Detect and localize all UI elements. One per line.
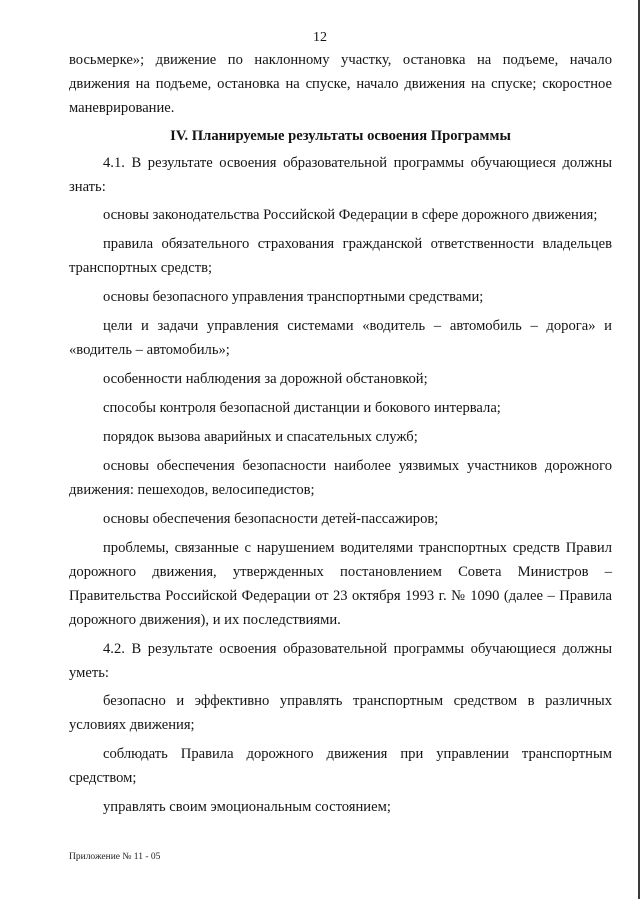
list-item: основы безопасного управления транспортными средствами; [103, 289, 484, 305]
list-item: особенности наблюдения за дорожной обстановкой; [103, 371, 428, 387]
able-list [69, 689, 612, 819]
list-item: цели и задачи управления системами «водитель – автомобиль – дорога» и «водитель – автомобиль»; [69, 318, 612, 358]
list-item: основы обеспечения безопасности детей-пассажиров; [103, 511, 439, 527]
know-intro-paragraph: 4.1. В результате освоения образовательной программы обучающиеся должны знать: [69, 155, 612, 195]
able-intro-paragraph: 4.2. В результате освоения образовательной программы обучающиеся должны уметь: [69, 641, 612, 681]
list-item: безопасно и эффективно управлять транспортным средством в различных условиях движения; [69, 693, 612, 733]
list-item: соблюдать Правила дорожного движения при управлении транспортным средством; [69, 746, 612, 786]
list-item: порядок вызова аварийных и спасательных служб; [103, 429, 418, 445]
list-item: проблемы, связанные с нарушением водителями транспортных средств Правил дорожного движения, утвержденных постановлением Совета Министров – Правительства Российской Федерации от 23 октября 1993 г. № 1090 (далее – Правила дорожного движения), и их последствиями. [69, 540, 612, 628]
know-list [69, 203, 612, 632]
section-title: IV. Планируемые результаты освоения Программы [170, 128, 511, 144]
footer-note: Приложение № 11 - 05 [69, 852, 161, 862]
list-item: основы обеспечения безопасности наиболее уязвимых участников дорожного движения: пешеходов, велосипедистов; [69, 458, 612, 498]
list-item: управлять своим эмоциональным состоянием; [103, 799, 391, 815]
list-item: способы контроля безопасной дистанции и бокового интервала; [103, 400, 501, 416]
list-item: правила обязательного страхования гражданской ответственности владельцев транспортных средств; [69, 236, 612, 276]
continuation-paragraph: восьмерке»; движение по наклонному участку, остановка на подъеме, начало движения на подъеме, остановка на спуске, начало движения на спуске; скоростное маневрирование. [69, 52, 612, 116]
list-item: основы законодательства Российской Федерации в сфере дорожного движения; [103, 207, 598, 223]
page-number: 12 [313, 30, 327, 45]
document-body [69, 48, 612, 824]
